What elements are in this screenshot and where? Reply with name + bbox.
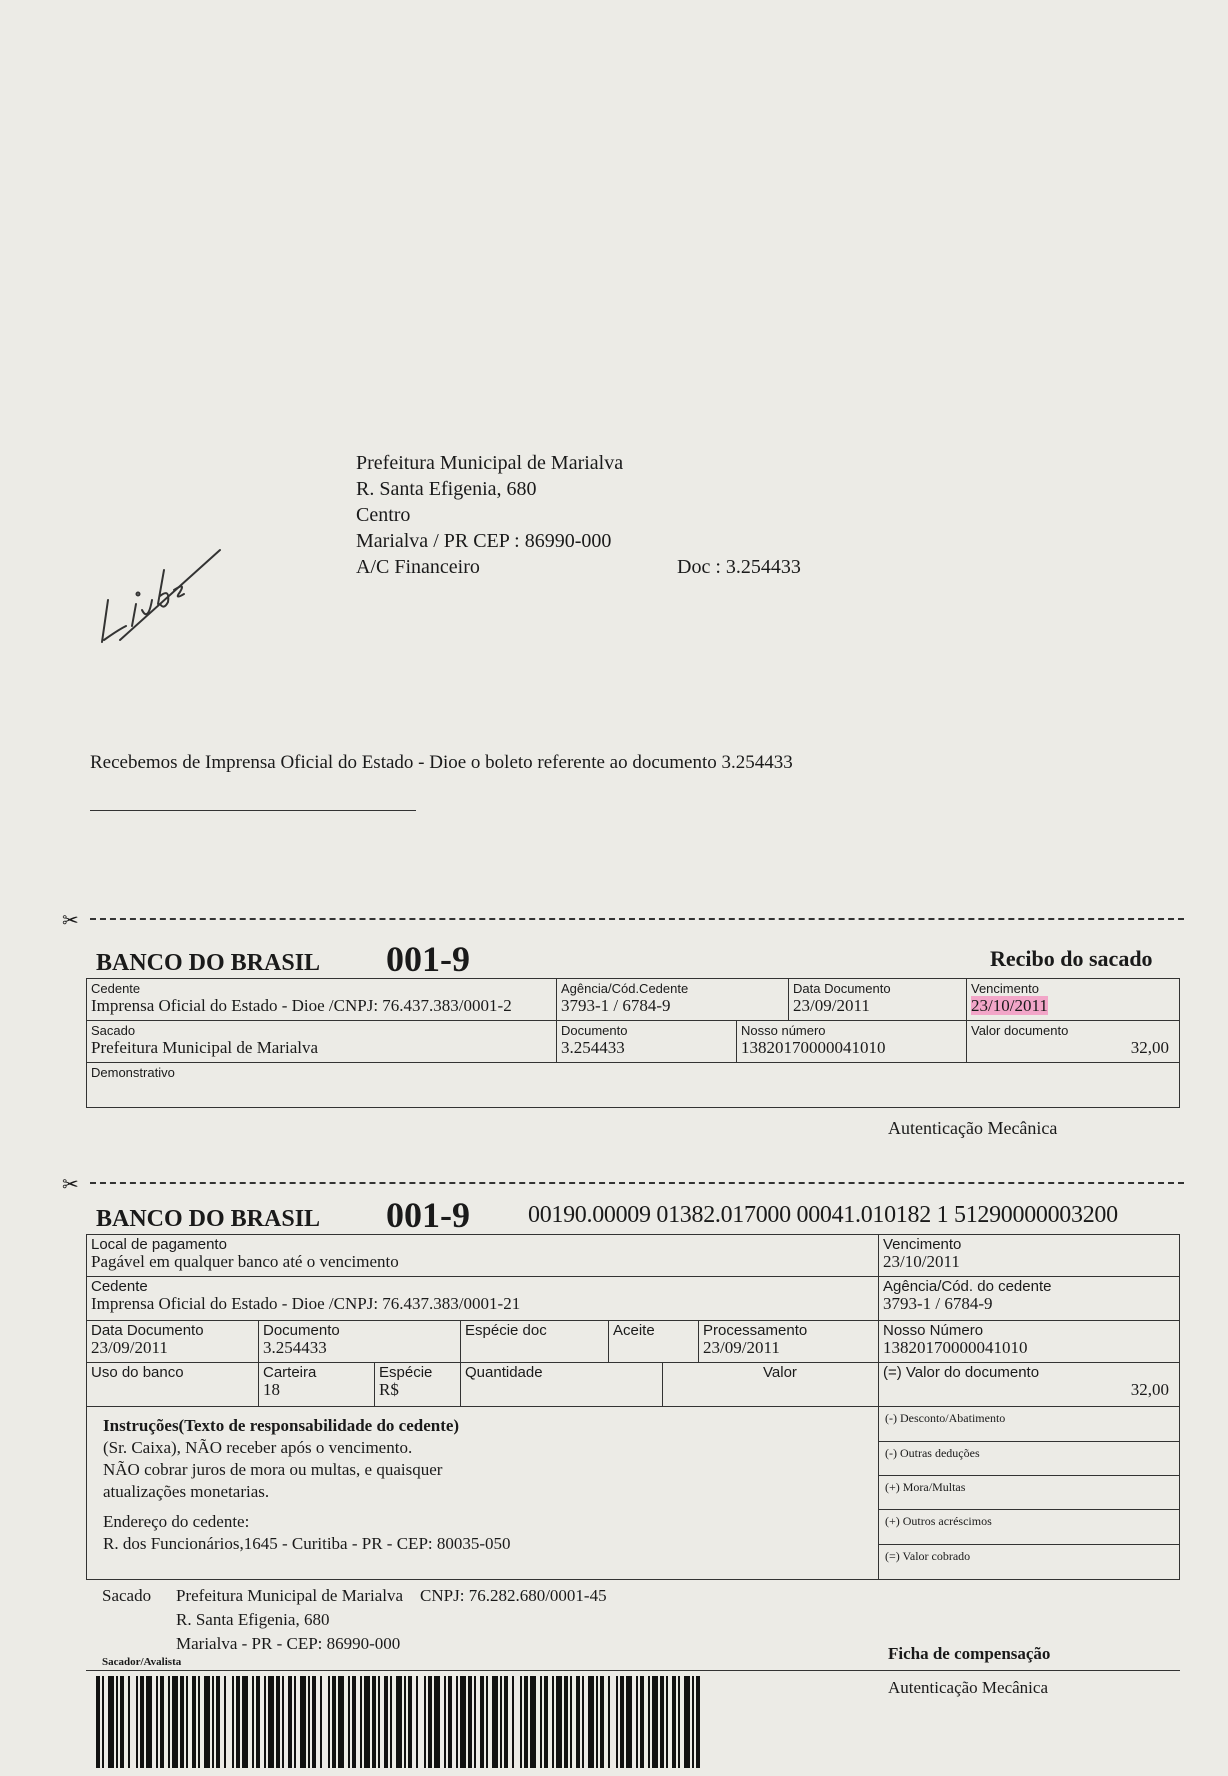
instrucoes-title: Instruções(Texto de responsabilidade do cedente): [103, 1416, 460, 1435]
barcode-bar: [332, 1676, 336, 1768]
barcode-bar: [390, 1676, 392, 1768]
recibo-demonstrativo-label: Demonstrativo: [91, 1065, 175, 1080]
ficha-cedente-label: Cedente: [91, 1278, 148, 1295]
barcode-bar: [212, 1676, 214, 1768]
especie-doc-cell: [461, 1321, 609, 1363]
ficha-cedente-cell: [87, 1277, 879, 1321]
ficha-documento-cell: [259, 1321, 461, 1363]
barcode-bar: [696, 1676, 700, 1768]
barcode-bar: [256, 1676, 260, 1768]
barcode-bar: [198, 1676, 200, 1768]
barcode-bar: [282, 1676, 284, 1768]
ficha-sacado-line-2: R. Santa Efigenia, 680: [176, 1610, 330, 1629]
recibo-sacado-cell: [87, 1021, 557, 1063]
desconto-cell: [879, 1407, 1180, 1442]
desconto-label: (-) Desconto/Abatimento: [885, 1411, 1006, 1425]
barcode-bar: [294, 1676, 296, 1768]
address-line-name: Prefeitura Municipal de Marialva: [356, 452, 624, 474]
instrucoes-line-5: R. dos Funcionários,1645 - Curitiba - PR - CEP: 80035-050: [103, 1534, 511, 1553]
recibo-valor-doc-label: Valor documento: [971, 1023, 1069, 1038]
ficha-cedente-value: Imprensa Oficial do Estado - Dioe /CNPJ: 76.437.383/0001-21: [91, 1294, 521, 1313]
especie-value: R$: [379, 1380, 399, 1399]
barcode-bar: [352, 1676, 356, 1768]
barcode-bar: [146, 1676, 152, 1768]
outros-acrescimos-label: (+) Outros acréscimos: [885, 1514, 992, 1528]
address-line-attention: A/C Financeiro: [356, 556, 480, 578]
barcode-bar: [660, 1676, 664, 1768]
barcode-bar: [648, 1676, 650, 1768]
carteira-label: Carteira: [263, 1364, 317, 1381]
aceite-cell: [609, 1321, 699, 1363]
doc-number: Doc : 3.254433: [677, 556, 801, 578]
barcode-bar: [186, 1676, 188, 1768]
quantidade-cell: [461, 1363, 663, 1407]
quantidade-label: Quantidade: [465, 1364, 543, 1381]
ficha-vencimento-label: Vencimento: [883, 1236, 962, 1253]
barcode-bar: [672, 1676, 676, 1768]
recibo-demonstrativo-cell: [87, 1063, 1180, 1108]
recibo-vencimento-cell: [967, 979, 1180, 1021]
carteira-cell: [259, 1363, 375, 1407]
barcode-bar: [320, 1676, 322, 1768]
barcode-bar: [328, 1676, 330, 1768]
barcode-bar: [456, 1676, 458, 1768]
barcode-bar: [378, 1676, 380, 1768]
barcode-bar: [640, 1676, 644, 1768]
barcode-bar: [192, 1676, 196, 1768]
scissors-icon: ✂: [62, 1172, 79, 1196]
outros-acrescimos-cell: [879, 1510, 1180, 1545]
local-pagamento-cell: [87, 1235, 879, 1277]
barcode-bar: [684, 1676, 690, 1768]
barcode-bar: [530, 1676, 536, 1768]
barcode-bar: [204, 1676, 210, 1768]
instrucoes-line-3: atualizações monetarias.: [103, 1482, 270, 1501]
barcode-bar: [620, 1676, 624, 1768]
barcode-bar: [556, 1676, 562, 1768]
ficha-sacado-line-1: Prefeitura Municipal de Marialva CNPJ: 76.282.680/0001-45: [176, 1586, 607, 1605]
uso-banco-label: Uso do banco: [91, 1364, 184, 1381]
barcode-bar: [608, 1676, 610, 1768]
barcode-bar: [492, 1676, 498, 1768]
ficha-vencimento-cell: [879, 1235, 1180, 1277]
barcode-bar: [140, 1676, 144, 1768]
barcode-bar: [348, 1676, 350, 1768]
cut-line-1: [90, 918, 1184, 920]
scissors-icon: ✂: [62, 908, 79, 932]
ficha-bank-name: BANCO DO BRASIL: [96, 1206, 321, 1232]
barcode-bar: [552, 1676, 554, 1768]
recibo-agencia-value: 3793-1 / 6784-9: [561, 996, 671, 1015]
barcode-bar: [364, 1676, 370, 1768]
barcode-bar: [232, 1676, 234, 1768]
recibo-valor-doc-cell: [967, 1021, 1180, 1063]
barcode-bar: [474, 1676, 476, 1768]
recibo-nosso-numero-value: 13820170000041010: [741, 1038, 886, 1057]
ficha-data-doc-label: Data Documento: [91, 1322, 204, 1339]
barcode-bar: [652, 1676, 658, 1768]
bottom-rule: [86, 1670, 1180, 1671]
barcode-bar: [600, 1676, 604, 1768]
instrucoes-line-4: Endereço do cedente:: [103, 1512, 250, 1531]
recibo-data-doc-label: Data Documento: [793, 981, 891, 996]
processamento-value: 23/09/2011: [703, 1338, 780, 1357]
uso-banco-cell: [87, 1363, 259, 1407]
recibo-nosso-numero-label: Nosso número: [741, 1023, 826, 1038]
barcode-bar: [468, 1676, 472, 1768]
valor-cobrado-cell: [879, 1545, 1180, 1580]
local-pagamento-value: Pagável em qualquer banco até o vencimento: [91, 1252, 399, 1271]
barcode-bar: [588, 1676, 594, 1768]
barcode-bar: [276, 1676, 280, 1768]
recibo-data-doc-value: 23/09/2011: [793, 996, 870, 1015]
barcode-bar: [216, 1676, 220, 1768]
ficha-agencia-value: 3793-1 / 6784-9: [883, 1294, 993, 1313]
barcode-bar: [544, 1676, 548, 1768]
ficha-vencimento-value: 23/10/2011: [883, 1252, 960, 1271]
barcode-bar: [582, 1676, 584, 1768]
ficha-valor-doc-label: (=) Valor do documento: [883, 1364, 1040, 1381]
barcode-bar: [434, 1676, 440, 1768]
processamento-cell: [699, 1321, 879, 1363]
recibo-agencia-label: Agência/Cód.Cedente: [561, 981, 689, 996]
barcode-bar: [384, 1676, 388, 1768]
barcode-bar: [264, 1676, 266, 1768]
barcode-bar: [300, 1676, 306, 1768]
barcode-bar: [160, 1676, 164, 1768]
barcode-bar: [288, 1676, 292, 1768]
barcode-bar: [444, 1676, 446, 1768]
barcode-bar: [252, 1676, 254, 1768]
aceite-label: Aceite: [613, 1322, 655, 1339]
instrucoes-line-1: (Sr. Caixa), NÃO receber após o vencimento.: [103, 1438, 413, 1457]
barcode-bar: [96, 1676, 100, 1768]
barcode-bar: [108, 1676, 114, 1768]
barcode-bar: [636, 1676, 638, 1768]
recipient-address: [356, 450, 623, 580]
barcode-bar: [416, 1676, 418, 1768]
especie-doc-label: Espécie doc: [465, 1322, 547, 1339]
ficha-documento-label: Documento: [263, 1322, 340, 1339]
ficha-nosso-numero-value: 13820170000041010: [883, 1338, 1028, 1357]
ficha-data-doc-cell: [87, 1321, 259, 1363]
signature-line: [90, 810, 416, 811]
barcode-bar: [596, 1676, 598, 1768]
address-line-city: Marialva / PR CEP : 86990-000: [356, 530, 612, 552]
recibo-agencia-cell: [557, 979, 789, 1021]
ficha-nosso-numero-label: Nosso Número: [883, 1322, 984, 1339]
barcode-bar: [428, 1676, 432, 1768]
mora-label: (+) Mora/Multas: [885, 1480, 966, 1494]
barcode-bar: [570, 1676, 572, 1768]
recibo-vencimento-label: Vencimento: [971, 981, 1039, 996]
barcode-bar: [168, 1676, 170, 1768]
recibo-valor-doc-value: 32,00: [1130, 1038, 1169, 1057]
recibo-bank-name: BANCO DO BRASIL: [96, 950, 321, 976]
instrucoes-line-2: NÃO cobrar juros de mora ou multas, e quaisquer: [103, 1460, 443, 1479]
valor-label: Valor: [763, 1364, 797, 1381]
barcode-bar: [136, 1676, 138, 1768]
recibo-documento-value: 3.254433: [561, 1038, 625, 1057]
barcode-bar: [448, 1676, 452, 1768]
outras-deducoes-label: (-) Outras deduções: [885, 1446, 980, 1460]
linha-digitavel: 00190.00009 01382.017000 00041.010182 1 51290000003200: [528, 1202, 1118, 1228]
recibo-cedente-value: Imprensa Oficial do Estado - Dioe /CNPJ: 76.437.383/0001-2: [91, 996, 512, 1015]
barcode-bar: [460, 1676, 466, 1768]
barcode-bar: [616, 1676, 618, 1768]
ficha-title: Ficha de compensação: [888, 1644, 1051, 1663]
recibo-cedente-cell: [87, 979, 557, 1021]
barcode-bar: [504, 1676, 508, 1768]
barcode-bar: [486, 1676, 488, 1768]
recibo-table: [86, 978, 1180, 1108]
especie-cell: [375, 1363, 461, 1407]
barcode-bar: [172, 1676, 178, 1768]
ficha-nosso-numero-cell: [879, 1321, 1180, 1363]
barcode-bar: [156, 1676, 158, 1768]
address-line-street: R. Santa Efigenia, 680: [356, 478, 537, 500]
ficha-documento-value: 3.254433: [263, 1338, 327, 1357]
recibo-documento-cell: [557, 1021, 737, 1063]
recibo-bank-code: 001-9: [386, 939, 470, 979]
barcode-bar: [308, 1676, 310, 1768]
recibo-cedente-label: Cedente: [91, 981, 141, 996]
ficha-agencia-cell: [879, 1277, 1180, 1321]
ficha-table: [86, 1234, 1180, 1580]
barcode-bar: [480, 1676, 484, 1768]
barcode-bar: [512, 1676, 514, 1768]
valor-cell: [663, 1363, 879, 1407]
recibo-sacado-label: Sacado: [91, 1023, 136, 1038]
recibo-data-doc-cell: [789, 979, 967, 1021]
barcode-bar: [666, 1676, 668, 1768]
barcode-bar: [360, 1676, 362, 1768]
barcode-bar: [236, 1676, 240, 1768]
ficha-autenticacao: Autenticação Mecânica: [888, 1678, 1048, 1697]
barcode-bar: [338, 1676, 344, 1768]
barcode-bar: [408, 1676, 412, 1768]
address-line-district: Centro: [356, 504, 411, 526]
barcode-bar: [268, 1676, 274, 1768]
mora-cell: [879, 1476, 1180, 1510]
barcode-bar: [120, 1676, 124, 1768]
barcode-bar: [678, 1676, 680, 1768]
recibo-vencimento-value: 23/10/2011: [971, 996, 1048, 1015]
barcode: [96, 1676, 702, 1768]
recibo-autenticacao: Autenticação Mecânica: [888, 1118, 1058, 1138]
valor-cobrado-label: (=) Valor cobrado: [885, 1549, 971, 1563]
sacador-avalista-label: Sacador/Avalista: [102, 1656, 182, 1668]
ficha-valor-doc-value: 32,00: [1130, 1380, 1169, 1399]
recibo-nosso-numero-cell: [737, 1021, 967, 1063]
ficha-data-doc-value: 23/09/2011: [91, 1338, 168, 1357]
barcode-bar: [520, 1676, 522, 1768]
carteira-value: 18: [263, 1380, 280, 1399]
barcode-bar: [626, 1676, 632, 1768]
ficha-sacado-label: Sacado: [102, 1586, 152, 1605]
processamento-label: Processamento: [703, 1322, 808, 1339]
ficha-valor-doc-cell: [879, 1363, 1180, 1407]
barcode-bar: [404, 1676, 406, 1768]
ficha-sacado-line-3: Marialva - PR - CEP: 86990-000: [176, 1634, 401, 1653]
barcode-bar: [180, 1676, 184, 1768]
cut-line-2: [90, 1182, 1184, 1184]
barcode-bar: [242, 1676, 248, 1768]
recibo-title: Recibo do sacado: [990, 946, 1153, 971]
barcode-bar: [372, 1676, 376, 1768]
ficha-agencia-label: Agência/Cód. do cedente: [883, 1278, 1052, 1295]
barcode-bar: [224, 1676, 226, 1768]
handwritten-note: [90, 530, 230, 650]
local-pagamento-label: Local de pagamento: [91, 1236, 227, 1253]
barcode-bar: [128, 1676, 130, 1768]
barcode-bar: [102, 1676, 104, 1768]
recibo-documento-label: Documento: [561, 1023, 628, 1038]
barcode-bar: [576, 1676, 580, 1768]
barcode-bar: [500, 1676, 502, 1768]
recibo-sacado-value: Prefeitura Municipal de Marialva: [91, 1038, 319, 1057]
barcode-bar: [524, 1676, 528, 1768]
receipt-statement: Recebemos de Imprensa Oficial do Estado - Dioe o boleto referente ao documento 3.254433: [90, 752, 793, 773]
ficha-bank-code: 001-9: [386, 1195, 470, 1235]
barcode-bar: [116, 1676, 118, 1768]
barcode-bar: [564, 1676, 568, 1768]
barcode-bar: [312, 1676, 316, 1768]
barcode-bar: [396, 1676, 402, 1768]
barcode-bar: [540, 1676, 542, 1768]
barcode-bar: [692, 1676, 694, 1768]
outras-deducoes-cell: [879, 1442, 1180, 1476]
barcode-bar: [424, 1676, 426, 1768]
especie-label: Espécie: [379, 1364, 433, 1381]
instrucoes-cell: [87, 1407, 879, 1580]
